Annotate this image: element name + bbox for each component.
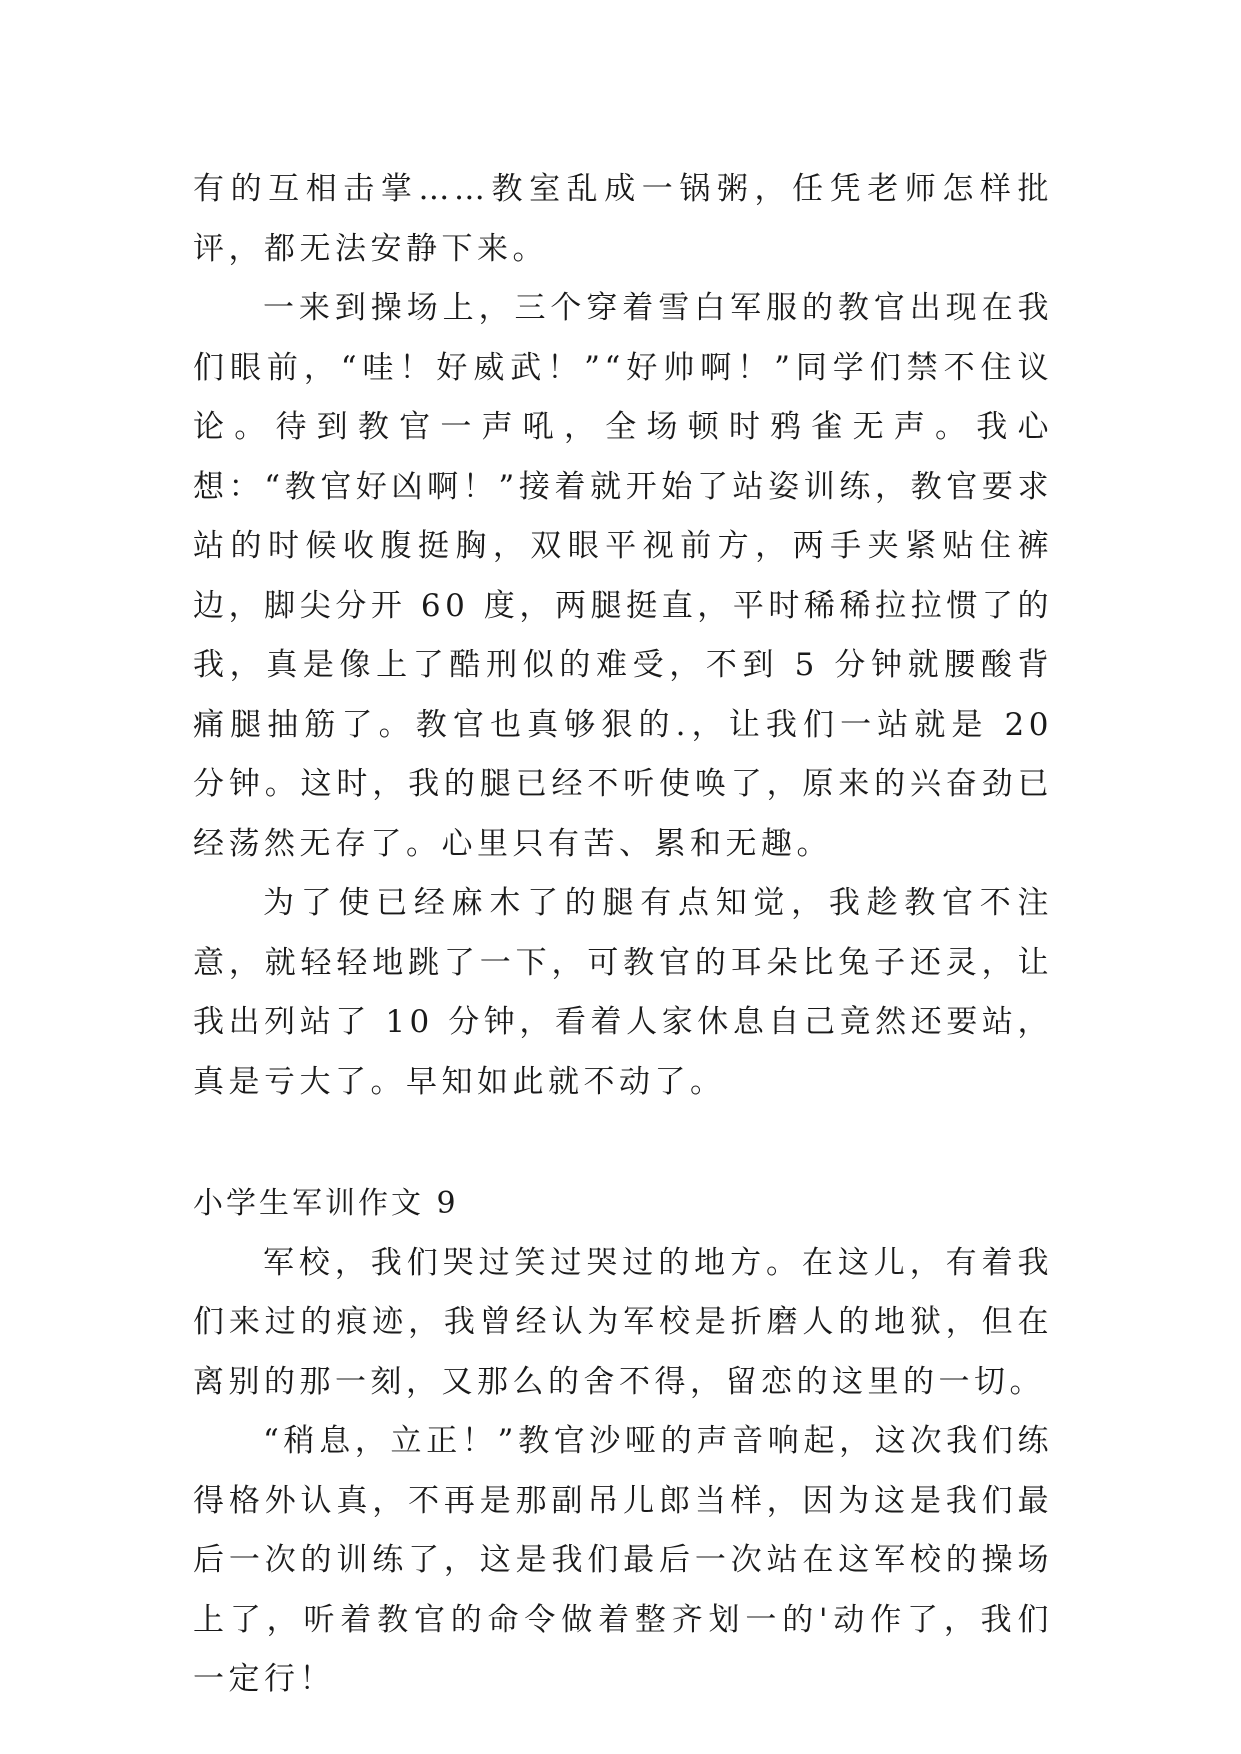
paragraph-last-training: “稍息，立正！”教官沙哑的声音响起，这次我们练得格外认真，不再是那副吊儿郎当样，因为这是我们最后一次的训练了，这是我们最后一次站在这军校的操场上了，听着教官的命令做着整齐划一的'动作了，我们一定行！: [193, 1423, 1053, 1697]
section-gap: [193, 1112, 1053, 1174]
section-title: 小学生军训作文 9: [193, 1186, 459, 1221]
paragraph-military-school: 军校，我们哭过笑过哭过的地方。在这儿，有着我们来过的痕迹，我曾经认为军校是折磨人的地狱，但在离别的那一刻，又那么的舍不得，留恋的这里的一切。: [193, 1244, 1053, 1400]
paragraph-parade-ground: 一来到操场上，三个穿着雪白军服的教官出现在我们眼前，“哇！好威武！”“好帅啊！”同学们禁不住议论。待到教官一声吼，全场顿时鸦雀无声。我心想：“教官好凶啊！”接着就开始了站姿训练，教官要求站的时候收腹挺胸，双眼平视前方，两手夹紧贴住裤边，脚尖分开 60 度，两腿挺直，平时稀稀拉拉惯了的我，真是像上了酷刑似的难受，不到 5 分钟就腰酸背痛腿抽筋了。教官也真够狠的.，让我们一站就是 20 分钟。这时，我的腿已经不听使唤了，原来的兴奋劲已经荡然无存了。心里只有苦、累和无趣。: [193, 290, 1053, 862]
document-page: [193, 160, 1053, 1710]
paragraph-continued: 有的互相击掌……教室乱成一锅粥，任凭老师怎样批评，都无法安静下来。: [193, 171, 1053, 267]
paragraph-numb-legs: 为了使已经麻木了的腿有点知觉，我趁教官不注意，就轻轻地跳了一下，可教官的耳朵比兔子还灵，让我出列站了 10 分钟，看着人家休息自己竟然还要站，真是亏大了。早知如此就不动了。: [193, 885, 1053, 1100]
